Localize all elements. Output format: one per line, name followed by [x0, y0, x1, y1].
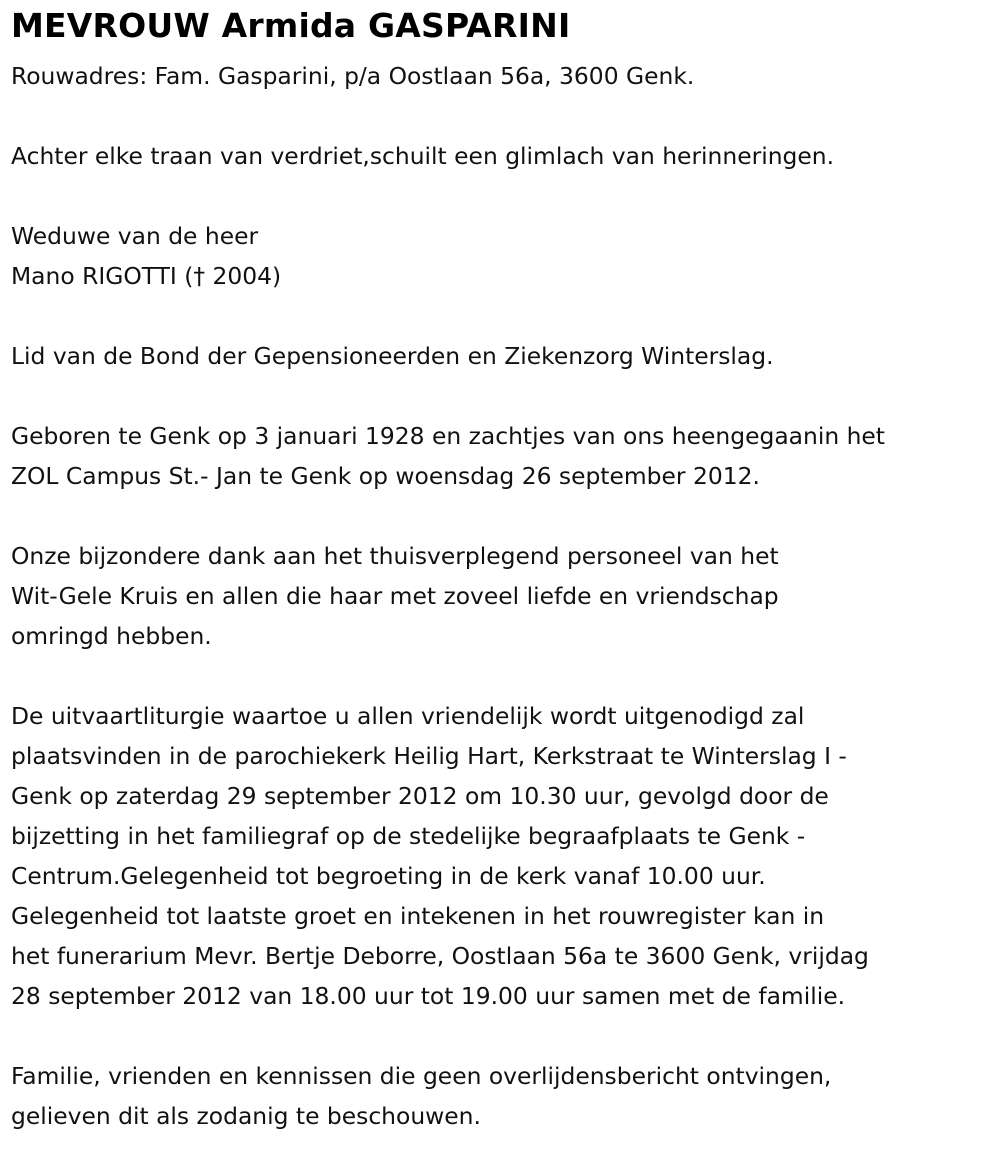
text-line: De uitvaartliturgie waartoe u allen vriendelijk wordt uitgenodigd zal — [11, 702, 805, 730]
text-line: Weduwe van de heer — [11, 222, 259, 250]
text-line: Gelegenheid tot laatste groet en intekenen in het rouwregister kan in — [11, 902, 825, 930]
thanks-paragraph — [11, 536, 990, 656]
text-line: Mano RIGOTTI († 2004) — [11, 262, 282, 290]
text-line: Centrum.Gelegenheid tot begroeting in de kerk vanaf 10.00 uur. — [11, 862, 766, 890]
text-line: Wit-Gele Kruis en allen die haar met zoveel liefde en vriendschap — [11, 582, 779, 610]
text-line: plaatsvinden in de parochiekerk Heilig Hart, Kerkstraat te Winterslag I - — [11, 742, 847, 770]
text-line: Familie, vrienden en kennissen die geen overlijdensbericht ontvingen, — [11, 1062, 832, 1090]
text-line: Rouwadres: Fam. Gasparini, p/a Oostlaan 56a, 3600 Genk. — [11, 62, 695, 90]
text-line: Lid van de Bond der Gepensioneerden en Ziekenzorg Winterslag. — [11, 342, 774, 370]
text-line: gelieven dit als zodanig te beschouwen. — [11, 1102, 481, 1130]
text-line: Achter elke traan van verdriet,schuilt een glimlach van herinneringen. — [11, 142, 835, 170]
text-line: omringd hebben. — [11, 622, 212, 650]
widow-of-paragraph — [11, 216, 990, 296]
notice-paragraph — [11, 1056, 990, 1136]
mourning-address — [11, 56, 990, 96]
funeral-details-paragraph — [11, 696, 990, 1016]
text-line: bijzetting in het familiegraf op de stedelijke begraafplaats te Genk - — [11, 822, 806, 850]
text-line: Genk op zaterdag 29 september 2012 om 10.30 uur, gevolgd door de — [11, 782, 829, 810]
deceased-name-title: MEVROUW Armida GASPARINI — [11, 6, 571, 45]
birth-death-paragraph — [11, 416, 990, 496]
membership-paragraph — [11, 336, 990, 376]
text-line: Onze bijzondere dank aan het thuisverplegend personeel van het — [11, 542, 779, 570]
text-line: ZOL Campus St.- Jan te Genk op woensdag 26 september 2012. — [11, 462, 760, 490]
text-line: het funerarium Mevr. Bertje Deborre, Oostlaan 56a te 3600 Genk, vrijdag — [11, 942, 869, 970]
memorial-quote — [11, 136, 990, 176]
text-line: 28 september 2012 van 18.00 uur tot 19.00 uur samen met de familie. — [11, 982, 846, 1010]
text-line: Geboren te Genk op 3 januari 1928 en zachtjes van ons heengegaanin het — [11, 422, 885, 450]
